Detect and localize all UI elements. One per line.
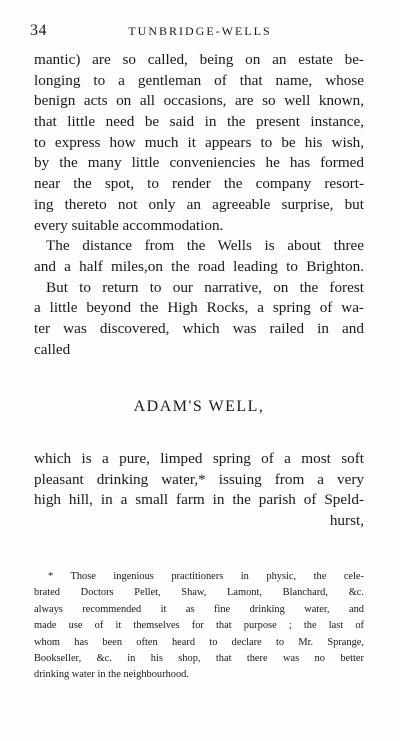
footnote-line: Bookseller, &c. in his shop, that there was no better [34,652,364,664]
body-line: ing thereto not only an agreeable surprise, but [34,195,364,213]
page-number: 34 [30,22,47,39]
body-line: and a half miles,on the road leading to Brighton. [34,257,364,275]
footnote-line: made use of it themselves for that purpose ; the last of [34,620,364,632]
body-line: ter was discovered, which was railed in and [34,319,364,337]
body-line: But to return to our narrative, on the forest [46,278,364,296]
section-heading: ADAM'S WELL, [133,398,265,415]
body-line: by the many little conveniencies he has formed [34,154,364,172]
body-line: every suitable accommodation. [34,216,224,234]
footnote [34,569,364,684]
footnote-line: always recommended it as fine drinking water, and [34,603,364,615]
page-header [30,22,370,42]
footnote-line: drinking water in the neighbourhood. [34,669,189,681]
body-paragraph-continued [34,449,364,532]
footnote-line: * Those ingenious practitioners in physic, the cele- [48,571,364,582]
body-line: high hill, in a small farm in the parish of Speld- [34,491,364,509]
body-line: hurst, [329,512,364,530]
running-head: TUNBRIDGE-WELLS [128,24,272,38]
body-line: pleasant drinking water,* issuing from a very [34,470,364,488]
body-line: that little need be said in the present instance, [34,113,364,131]
body-line: mantic) are so called, being on an estate be- [34,51,364,68]
body-line: to express how much it appears to be his wish, [34,133,364,151]
body-line: near the spot, to render the company resort- [34,175,364,193]
body-line: a little beyond the High Rocks, a spring of wa- [34,299,364,317]
body-line: called [34,340,71,358]
footnote-line: whom has been often heard to declare to Mr. Sprange, [34,636,364,648]
body-line: longing to a gentleman of that name, whose [34,71,364,89]
body-paragraphs [34,50,364,360]
body-line: The distance from the Wells is about three [46,237,364,255]
body-line: benign acts on all occasions, are so well known, [34,92,364,110]
footnote-line: brated Doctors Pellet, Shaw, Lamont, Blanchard, &c. [34,587,364,599]
body-line: which is a pure, limped spring of a most soft [34,450,364,467]
